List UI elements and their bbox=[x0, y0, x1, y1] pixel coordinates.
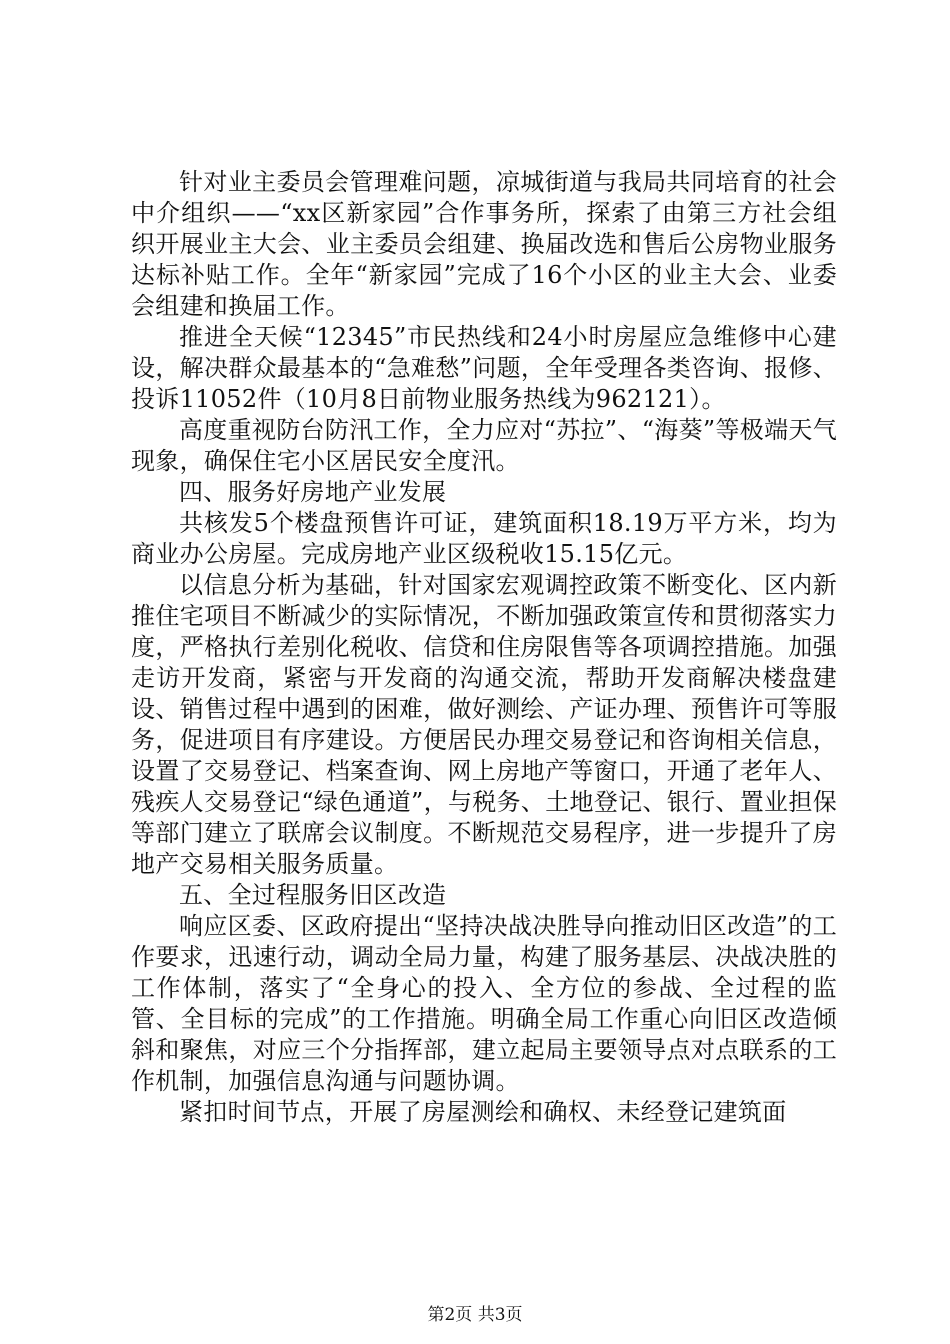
paragraph-hotline: 推进全天候“12345”市民热线和24小时房屋应急维修中心建设，解决群众最基本的“急难愁”问题，全年受理各类咨询、报修、投诉11052件（10月8日前物业服务热线为962121）。 bbox=[131, 323, 837, 413]
document-body bbox=[131, 167, 837, 1128]
paragraph-regulation-services: 以信息分析为基础，针对国家宏观调控政策不断变化、区内新推住宅项目不断减少的实际情况，不断加强政策宣传和贯彻落实力度，严格执行差别化税收、信贷和住房限售等各项调控措施。加强走访开发商，紧密与开发商的沟通交流，帮助开发商解决楼盘建设、销售过程中遇到的困难，做好测绘、产证办理、预售许可等服务，促进项目有序建设。方便居民办理交易登记和咨询相关信息，设置了交易登记、档案查询、网上房地产等窗口，开通了老年人、残疾人交易登记“绿色通道”，与税务、土地登记、银行、置业担保等部门建立了联席会议制度。不断规范交易程序，进一步提升了房地产交易相关服务质量。 bbox=[131, 571, 837, 878]
paragraph-surveying: 紧扣时间节点，开展了房屋测绘和确权、未经登记建筑面 bbox=[179, 1098, 787, 1126]
paragraph-presale-permits: 共核发5个楼盘预售许可证，建筑面积18.19万平方米，均为商业办公房屋。完成房地产业区级税收15.15亿元。 bbox=[131, 509, 837, 568]
paragraph-old-district-response: 响应区委、区政府提出“坚持决战决胜导向推动旧区改造”的工作要求，迅速行动，调动全局力量，构建了服务基层、决战决胜的工作体制，落实了“全身心的投入、全方位的参战、全过程的监管、全目标的完成”的工作措施。明确全局工作重心向旧区改造倾斜和聚焦，对应三个分指挥部，建立起局主要领导点对点联系的工作机制，加强信息沟通与问题协调。 bbox=[131, 912, 837, 1095]
section-heading-old-district: 五、全过程服务旧区改造 bbox=[179, 881, 447, 909]
section-heading-real-estate: 四、服务好房地产业发展 bbox=[179, 478, 447, 506]
paragraph-flood-prevention: 高度重视防台防汛工作，全力应对“苏拉”、“海葵”等极端天气现象，确保住宅小区居民安全度汛。 bbox=[131, 416, 837, 475]
paragraph-owners-committee: 针对业主委员会管理难问题，凉城街道与我局共同培育的社会中介组织——“xx区新家园”合作事务所，探索了由第三方社会组织开展业主大会、业主委员会组建、换届改选和售后公房物业服务达标补贴工作。全年“新家园”完成了16个小区的业主大会、业委会组建和换届工作。 bbox=[131, 168, 837, 320]
page-number-footer: 第2页 共3页 bbox=[427, 1305, 523, 1325]
